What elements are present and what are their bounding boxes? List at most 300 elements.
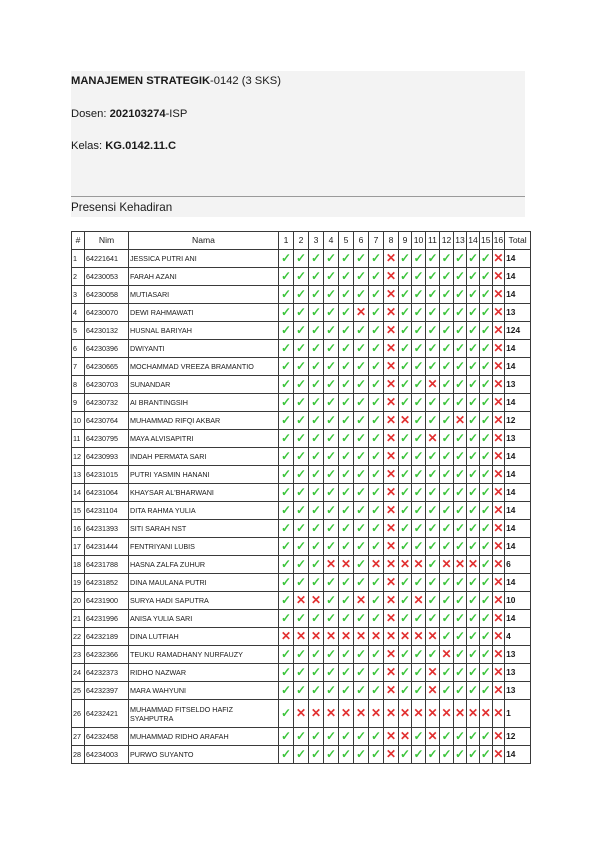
attendance-cell [279, 268, 294, 286]
present-check-icon: ✓ [480, 593, 491, 607]
student-nim: 64234003 [85, 746, 129, 764]
present-check-icon: ✓ [310, 359, 322, 373]
attendance-cell [309, 574, 324, 592]
present-check-icon: ✓ [370, 251, 382, 265]
absent-cross-icon: ✕ [427, 683, 438, 697]
present-check-icon: ✓ [340, 269, 352, 283]
attendance-cell [324, 682, 339, 700]
attendance-cell [454, 412, 467, 430]
attendance-cell [480, 556, 493, 574]
attendance-cell [467, 682, 480, 700]
attendance-cell [309, 430, 324, 448]
attendance-cell [354, 700, 369, 728]
attendance-cell [480, 286, 493, 304]
attendance-cell [309, 520, 324, 538]
present-check-icon: ✓ [280, 485, 292, 499]
present-check-icon: ✓ [310, 485, 322, 499]
attendance-cell [440, 520, 454, 538]
attendance-total: 13 [505, 430, 531, 448]
attendance-cell [399, 502, 412, 520]
present-check-icon: ✓ [280, 395, 292, 409]
present-check-icon: ✓ [480, 431, 491, 445]
attendance-cell [324, 746, 339, 764]
table-row [72, 358, 531, 376]
attendance-cell [369, 322, 384, 340]
absent-cross-icon: ✕ [280, 629, 292, 643]
present-check-icon: ✓ [280, 575, 292, 589]
attendance-cell [454, 520, 467, 538]
row-number: 14 [72, 484, 85, 502]
absent-cross-icon: ✕ [385, 629, 397, 643]
attendance-cell [454, 502, 467, 520]
attendance-cell [309, 728, 324, 746]
present-check-icon: ✓ [480, 557, 491, 571]
present-check-icon: ✓ [340, 305, 352, 319]
present-check-icon: ✓ [295, 467, 307, 481]
attendance-cell [369, 412, 384, 430]
attendance-cell [399, 682, 412, 700]
student-nim: 64231788 [85, 556, 129, 574]
present-check-icon: ✓ [427, 503, 438, 517]
attendance-cell [384, 746, 399, 764]
present-check-icon: ✓ [467, 539, 479, 553]
attendance-cell [399, 376, 412, 394]
present-check-icon: ✓ [467, 629, 479, 643]
present-check-icon: ✓ [370, 413, 382, 427]
present-check-icon: ✓ [295, 611, 307, 625]
attendance-cell [492, 628, 505, 646]
student-nim: 64221641 [85, 250, 129, 268]
attendance-cell [440, 268, 454, 286]
attendance-cell [384, 322, 399, 340]
attendance-cell [279, 556, 294, 574]
attendance-cell [309, 746, 324, 764]
present-check-icon: ✓ [370, 683, 382, 697]
attendance-cell [384, 538, 399, 556]
present-check-icon: ✓ [340, 593, 352, 607]
present-check-icon: ✓ [340, 395, 352, 409]
present-check-icon: ✓ [310, 395, 322, 409]
attendance-cell [454, 250, 467, 268]
attendance-cell [279, 322, 294, 340]
absent-cross-icon: ✕ [355, 305, 367, 319]
header-session-14: 14 [467, 232, 480, 250]
attendance-cell [339, 376, 354, 394]
absent-cross-icon: ✕ [413, 706, 424, 720]
present-check-icon: ✓ [454, 359, 466, 373]
present-check-icon: ✓ [355, 467, 367, 481]
present-check-icon: ✓ [399, 503, 411, 517]
absent-cross-icon: ✕ [385, 503, 397, 517]
attendance-cell [339, 268, 354, 286]
present-check-icon: ✓ [467, 683, 479, 697]
student-name: ANISA YULIA SARI [129, 610, 279, 628]
attendance-cell [354, 484, 369, 502]
present-check-icon: ✓ [325, 747, 337, 761]
header-session-9: 9 [399, 232, 412, 250]
attendance-cell [454, 448, 467, 466]
attendance-cell [492, 376, 505, 394]
present-check-icon: ✓ [454, 395, 466, 409]
attendance-cell [426, 466, 440, 484]
attendance-cell [384, 394, 399, 412]
attendance-cell [454, 286, 467, 304]
absent-cross-icon: ✕ [467, 557, 479, 571]
absent-cross-icon: ✕ [325, 629, 337, 643]
attendance-cell [384, 646, 399, 664]
present-check-icon: ✓ [295, 449, 307, 463]
present-check-icon: ✓ [413, 575, 424, 589]
attendance-cell [324, 646, 339, 664]
present-check-icon: ✓ [370, 593, 382, 607]
attendance-cell [369, 520, 384, 538]
absent-cross-icon: ✕ [493, 485, 504, 499]
present-check-icon: ✓ [295, 395, 307, 409]
attendance-cell [467, 574, 480, 592]
attendance-cell [467, 268, 480, 286]
attendance-cell [480, 358, 493, 376]
student-name: DITA RAHMA YULIA [129, 502, 279, 520]
attendance-cell [440, 746, 454, 764]
present-check-icon: ✓ [295, 665, 307, 679]
attendance-cell [480, 304, 493, 322]
present-check-icon: ✓ [467, 395, 479, 409]
attendance-total: 14 [505, 448, 531, 466]
attendance-total: 14 [505, 250, 531, 268]
row-number: 28 [72, 746, 85, 764]
attendance-cell [339, 700, 354, 728]
attendance-cell [399, 746, 412, 764]
course-info-panel [71, 71, 525, 217]
present-check-icon: ✓ [295, 341, 307, 355]
present-check-icon: ✓ [280, 557, 292, 571]
attendance-cell [339, 466, 354, 484]
absent-cross-icon: ✕ [370, 629, 382, 643]
row-number: 22 [72, 628, 85, 646]
present-check-icon: ✓ [441, 287, 452, 301]
attendance-cell [480, 412, 493, 430]
student-name: SURYA HADI SAPUTRA [129, 592, 279, 610]
attendance-cell [454, 682, 467, 700]
attendance-cell [412, 340, 426, 358]
present-check-icon: ✓ [454, 467, 466, 481]
present-check-icon: ✓ [280, 377, 292, 391]
present-check-icon: ✓ [454, 251, 466, 265]
present-check-icon: ✓ [427, 341, 438, 355]
present-check-icon: ✓ [399, 269, 411, 283]
attendance-cell [324, 412, 339, 430]
attendance-cell [426, 448, 440, 466]
present-check-icon: ✓ [295, 359, 307, 373]
attendance-cell [412, 746, 426, 764]
absent-cross-icon: ✕ [493, 503, 504, 517]
attendance-cell [399, 664, 412, 682]
table-row [72, 592, 531, 610]
attendance-cell [454, 430, 467, 448]
attendance-cell [399, 322, 412, 340]
header-session-13: 13 [454, 232, 467, 250]
attendance-cell [412, 466, 426, 484]
absent-cross-icon: ✕ [385, 323, 397, 337]
attendance-cell [412, 628, 426, 646]
attendance-cell [279, 340, 294, 358]
present-check-icon: ✓ [441, 413, 452, 427]
present-check-icon: ✓ [441, 665, 452, 679]
table-row [72, 610, 531, 628]
present-check-icon: ✓ [399, 449, 411, 463]
attendance-cell [492, 304, 505, 322]
absent-cross-icon: ✕ [385, 485, 397, 499]
present-check-icon: ✓ [370, 287, 382, 301]
row-number: 25 [72, 682, 85, 700]
present-check-icon: ✓ [454, 503, 466, 517]
present-check-icon: ✓ [325, 413, 337, 427]
student-nim: 64230993 [85, 448, 129, 466]
present-check-icon: ✓ [441, 629, 452, 643]
absent-cross-icon: ✕ [427, 706, 438, 720]
absent-cross-icon: ✕ [493, 431, 504, 445]
present-check-icon: ✓ [355, 359, 367, 373]
attendance-cell [454, 574, 467, 592]
attendance-cell [354, 610, 369, 628]
attendance-cell [294, 394, 309, 412]
present-check-icon: ✓ [399, 305, 411, 319]
student-name: DINA MAULANA PUTRI [129, 574, 279, 592]
header-session-1: 1 [279, 232, 294, 250]
table-row [72, 538, 531, 556]
absent-cross-icon: ✕ [295, 593, 307, 607]
present-check-icon: ✓ [454, 449, 466, 463]
attendance-cell [309, 322, 324, 340]
attendance-cell [384, 484, 399, 502]
student-name: MUHAMMAD RIDHO ARAFAH [129, 728, 279, 746]
attendance-cell [492, 340, 505, 358]
attendance-cell [354, 286, 369, 304]
attendance-cell [440, 646, 454, 664]
attendance-cell [454, 376, 467, 394]
table-row [72, 700, 531, 728]
attendance-cell [294, 286, 309, 304]
attendance-cell [440, 322, 454, 340]
attendance-cell [440, 412, 454, 430]
table-row [72, 322, 531, 340]
attendance-cell [426, 728, 440, 746]
present-check-icon: ✓ [280, 413, 292, 427]
header-name: Nama [129, 232, 279, 250]
absent-cross-icon: ✕ [385, 395, 397, 409]
present-check-icon: ✓ [295, 557, 307, 571]
present-check-icon: ✓ [454, 747, 466, 761]
attendance-cell [279, 502, 294, 520]
present-check-icon: ✓ [467, 611, 479, 625]
student-name: MUHAMMAD FITSELDO HAFIZ SYAHPUTRA [129, 700, 279, 728]
attendance-cell [480, 484, 493, 502]
attendance-cell [454, 610, 467, 628]
absent-cross-icon: ✕ [493, 413, 504, 427]
attendance-cell [279, 376, 294, 394]
attendance-cell [412, 646, 426, 664]
attendance-total: 14 [505, 520, 531, 538]
attendance-cell [309, 682, 324, 700]
attendance-cell [339, 556, 354, 574]
attendance-cell [492, 268, 505, 286]
attendance-cell [294, 646, 309, 664]
present-check-icon: ✓ [310, 557, 322, 571]
present-check-icon: ✓ [413, 449, 424, 463]
present-check-icon: ✓ [340, 503, 352, 517]
attendance-total: 124 [505, 322, 531, 340]
student-name: INDAH PERMATA SARI [129, 448, 279, 466]
attendance-cell [384, 412, 399, 430]
attendance-cell [309, 610, 324, 628]
absent-cross-icon: ✕ [493, 629, 504, 643]
present-check-icon: ✓ [280, 539, 292, 553]
attendance-cell [492, 556, 505, 574]
present-check-icon: ✓ [399, 521, 411, 535]
attendance-cell [309, 268, 324, 286]
attendance-cell [399, 628, 412, 646]
attendance-cell [279, 664, 294, 682]
attendance-cell [426, 664, 440, 682]
present-check-icon: ✓ [399, 593, 411, 607]
attendance-cell [339, 358, 354, 376]
attendance-cell [324, 268, 339, 286]
attendance-cell [384, 250, 399, 268]
present-check-icon: ✓ [413, 521, 424, 535]
present-check-icon: ✓ [413, 467, 424, 481]
attendance-total: 10 [505, 592, 531, 610]
attendance-cell [399, 250, 412, 268]
row-number: 4 [72, 304, 85, 322]
student-name: MARA WAHYUNI [129, 682, 279, 700]
student-nim: 64232421 [85, 700, 129, 728]
student-nim: 64230132 [85, 322, 129, 340]
present-check-icon: ✓ [355, 341, 367, 355]
present-check-icon: ✓ [355, 521, 367, 535]
present-check-icon: ✓ [295, 251, 307, 265]
student-nim: 64232373 [85, 664, 129, 682]
present-check-icon: ✓ [295, 413, 307, 427]
present-check-icon: ✓ [340, 575, 352, 589]
present-check-icon: ✓ [370, 359, 382, 373]
absent-cross-icon: ✕ [385, 747, 397, 761]
attendance-total: 12 [505, 728, 531, 746]
absent-cross-icon: ✕ [493, 521, 504, 535]
absent-cross-icon: ✕ [454, 557, 466, 571]
present-check-icon: ✓ [413, 359, 424, 373]
attendance-cell [279, 304, 294, 322]
attendance-cell [492, 394, 505, 412]
attendance-total: 14 [505, 610, 531, 628]
present-check-icon: ✓ [340, 341, 352, 355]
attendance-cell [399, 448, 412, 466]
attendance-cell [480, 728, 493, 746]
attendance-total: 13 [505, 682, 531, 700]
present-check-icon: ✓ [355, 557, 367, 571]
attendance-cell [294, 376, 309, 394]
table-row [72, 574, 531, 592]
present-check-icon: ✓ [325, 323, 337, 337]
attendance-cell [426, 394, 440, 412]
attendance-cell [369, 358, 384, 376]
header-session-10: 10 [412, 232, 426, 250]
attendance-cell [384, 430, 399, 448]
absent-cross-icon: ✕ [385, 449, 397, 463]
attendance-cell [399, 574, 412, 592]
attendance-cell [492, 574, 505, 592]
present-check-icon: ✓ [340, 287, 352, 301]
attendance-cell [440, 376, 454, 394]
absent-cross-icon: ✕ [493, 557, 504, 571]
attendance-cell [324, 520, 339, 538]
attendance-cell [279, 484, 294, 502]
attendance-cell [467, 592, 480, 610]
attendance-total: 14 [505, 340, 531, 358]
present-check-icon: ✓ [325, 359, 337, 373]
table-row [72, 628, 531, 646]
present-check-icon: ✓ [441, 251, 452, 265]
attendance-cell [426, 484, 440, 502]
present-check-icon: ✓ [480, 305, 491, 319]
header-session-11: 11 [426, 232, 440, 250]
table-row [72, 340, 531, 358]
attendance-cell [480, 322, 493, 340]
absent-cross-icon: ✕ [493, 575, 504, 589]
absent-cross-icon: ✕ [295, 706, 307, 720]
attendance-cell [279, 574, 294, 592]
present-check-icon: ✓ [310, 269, 322, 283]
attendance-cell [279, 538, 294, 556]
attendance-cell [324, 484, 339, 502]
attendance-cell [354, 448, 369, 466]
attendance-cell [369, 502, 384, 520]
present-check-icon: ✓ [355, 287, 367, 301]
attendance-cell [384, 682, 399, 700]
attendance-cell [309, 700, 324, 728]
present-check-icon: ✓ [467, 485, 479, 499]
present-check-icon: ✓ [441, 593, 452, 607]
present-check-icon: ✓ [413, 377, 424, 391]
present-check-icon: ✓ [467, 431, 479, 445]
present-check-icon: ✓ [340, 251, 352, 265]
present-check-icon: ✓ [480, 647, 491, 661]
present-check-icon: ✓ [480, 269, 491, 283]
present-check-icon: ✓ [399, 539, 411, 553]
attendance-cell [354, 682, 369, 700]
attendance-cell [454, 484, 467, 502]
attendance-cell [369, 592, 384, 610]
present-check-icon: ✓ [399, 665, 411, 679]
attendance-cell [412, 358, 426, 376]
table-header-row [72, 232, 531, 250]
attendance-cell [492, 466, 505, 484]
present-check-icon: ✓ [441, 611, 452, 625]
attendance-cell [454, 394, 467, 412]
attendance-cell [454, 592, 467, 610]
row-number: 1 [72, 250, 85, 268]
attendance-cell [384, 728, 399, 746]
present-check-icon: ✓ [399, 485, 411, 499]
attendance-cell [440, 358, 454, 376]
attendance-cell [324, 340, 339, 358]
absent-cross-icon: ✕ [413, 557, 424, 571]
attendance-cell [369, 304, 384, 322]
present-check-icon: ✓ [280, 449, 292, 463]
attendance-cell [354, 430, 369, 448]
absent-cross-icon: ✕ [427, 377, 438, 391]
present-check-icon: ✓ [310, 377, 322, 391]
absent-cross-icon: ✕ [385, 251, 397, 265]
